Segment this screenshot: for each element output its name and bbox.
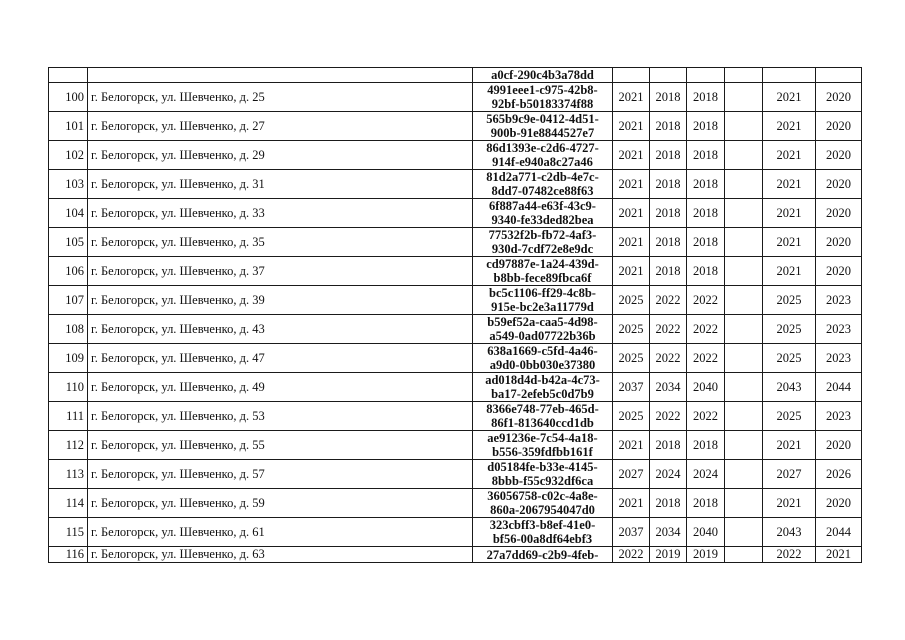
- object-id-line: b556-359fdfbb161f: [492, 445, 593, 459]
- table-row: [49, 489, 862, 518]
- year-cell: 2021: [613, 170, 650, 199]
- year-cell: 2044: [816, 373, 862, 402]
- object-id-line: 4991eee1-c975-42b8-: [487, 83, 598, 97]
- year-cell: [816, 68, 862, 83]
- address-cell: г. Белогорск, ул. Шевченко, д. 31: [88, 170, 473, 199]
- table-row: [49, 228, 862, 257]
- year-cell: 2019: [687, 547, 725, 563]
- year-cell: 2025: [613, 315, 650, 344]
- continuation-row: [49, 68, 862, 83]
- object-id-cell: [473, 518, 613, 547]
- row-number-cell: 102: [49, 141, 88, 170]
- year-cell: 2020: [816, 489, 862, 518]
- object-id-line: 860a-2067954047d0: [490, 503, 595, 517]
- year-cell: 2044: [816, 518, 862, 547]
- object-id-cell: [473, 373, 613, 402]
- empty-cell: [725, 170, 763, 199]
- object-id-cell: [473, 315, 613, 344]
- year-cell: 2021: [613, 257, 650, 286]
- year-cell: 2043: [763, 373, 816, 402]
- empty-cell: [725, 373, 763, 402]
- object-id-line: b8bb-fece89fbca6f: [493, 271, 592, 285]
- registry-table: [48, 67, 862, 563]
- year-cell: 2022: [687, 402, 725, 431]
- year-cell: 2024: [650, 460, 687, 489]
- year-cell: 2040: [687, 518, 725, 547]
- year-cell: 2021: [763, 257, 816, 286]
- object-id-line: 81d2a771-c2db-4e7c-: [486, 170, 599, 184]
- year-cell: 2021: [613, 199, 650, 228]
- object-id-cell: [473, 344, 613, 373]
- year-cell: 2021: [816, 547, 862, 563]
- year-cell: 2018: [650, 112, 687, 141]
- year-cell: 2019: [650, 547, 687, 563]
- object-id-line: 77532f2b-fb72-4af3-: [488, 228, 597, 242]
- year-cell: 2018: [650, 141, 687, 170]
- year-cell: [650, 68, 687, 83]
- year-cell: 2021: [763, 112, 816, 141]
- object-id-line: a549-0ad07722b36b: [489, 329, 596, 343]
- year-cell: 2018: [650, 489, 687, 518]
- year-cell: 2023: [816, 315, 862, 344]
- object-id-line: d05184fe-b33e-4145-: [487, 460, 598, 474]
- table-row: [49, 286, 862, 315]
- empty-cell: [725, 228, 763, 257]
- object-id-cell: [473, 257, 613, 286]
- year-cell: 2018: [650, 431, 687, 460]
- object-id-cell: [473, 489, 613, 518]
- table-row: [49, 344, 862, 373]
- address-cell: г. Белогорск, ул. Шевченко, д. 35: [88, 228, 473, 257]
- table-row: [49, 518, 862, 547]
- table-row: [49, 460, 862, 489]
- year-cell: 2018: [687, 112, 725, 141]
- object-id-line: 900b-91e8844527e7: [490, 126, 595, 140]
- year-cell: 2021: [763, 489, 816, 518]
- table-row: [49, 83, 862, 112]
- year-cell: 2020: [816, 170, 862, 199]
- year-cell: 2021: [763, 199, 816, 228]
- table-row: [49, 199, 862, 228]
- year-cell: 2018: [687, 228, 725, 257]
- object-id-cell: [473, 228, 613, 257]
- year-cell: 2018: [687, 199, 725, 228]
- year-cell: 2022: [687, 286, 725, 315]
- object-id-line: b59ef52a-caa5-4d98-: [487, 315, 598, 329]
- object-id-cell: [473, 199, 613, 228]
- address-cell: г. Белогорск, ул. Шевченко, д. 27: [88, 112, 473, 141]
- year-cell: 2020: [816, 257, 862, 286]
- year-cell: 2040: [687, 373, 725, 402]
- year-cell: 2018: [687, 83, 725, 112]
- object-id-line: cd97887e-1a24-439d-: [486, 257, 599, 271]
- object-id-cell: [473, 170, 613, 199]
- year-cell: 2020: [816, 112, 862, 141]
- year-cell: 2022: [650, 344, 687, 373]
- object-id-line: 930d-7cdf72e8e9dc: [491, 242, 594, 256]
- year-cell: 2021: [613, 431, 650, 460]
- year-cell: 2025: [613, 344, 650, 373]
- year-cell: 2022: [763, 547, 816, 563]
- object-id-line: bf56-00a8df64ebf3: [492, 532, 593, 546]
- object-id-cell: [473, 83, 613, 112]
- year-cell: 2020: [816, 141, 862, 170]
- empty-cell: [725, 460, 763, 489]
- year-cell: 2025: [763, 402, 816, 431]
- row-number-cell: 111: [49, 402, 88, 431]
- row-number-cell: 100: [49, 83, 88, 112]
- empty-cell: [725, 402, 763, 431]
- object-id-line: 8bbb-f55c932df6ca: [491, 474, 594, 488]
- year-cell: 2025: [763, 286, 816, 315]
- address-cell: г. Белогорск, ул. Шевченко, д. 25: [88, 83, 473, 112]
- empty-cell: [725, 199, 763, 228]
- year-cell: 2034: [650, 518, 687, 547]
- empty-cell: [725, 68, 763, 83]
- year-cell: 2024: [687, 460, 725, 489]
- year-cell: 2034: [650, 373, 687, 402]
- year-cell: 2022: [650, 402, 687, 431]
- object-id-line: 638a1669-c5fd-4a46-: [487, 344, 598, 358]
- empty-cell: [725, 286, 763, 315]
- empty-cell: [725, 315, 763, 344]
- empty-cell: [725, 83, 763, 112]
- address-cell: [88, 68, 473, 83]
- empty-cell: [725, 489, 763, 518]
- object-id-cell: [473, 112, 613, 141]
- row-number-cell: 113: [49, 460, 88, 489]
- object-id-line: ad018d4d-b42a-4c73-: [485, 373, 600, 387]
- year-cell: 2023: [816, 344, 862, 373]
- object-id-line: 36056758-c02c-4a8e-: [487, 489, 598, 503]
- year-cell: 2022: [687, 344, 725, 373]
- object-id-line: 9340-fe33ded82bea: [491, 213, 594, 227]
- year-cell: 2021: [763, 170, 816, 199]
- row-number-cell: 104: [49, 199, 88, 228]
- year-cell: 2018: [650, 170, 687, 199]
- table-row: [49, 373, 862, 402]
- object-id-line: 8dd7-07482ce88f63: [491, 184, 594, 198]
- year-cell: 2021: [613, 83, 650, 112]
- year-cell: 2021: [613, 141, 650, 170]
- table-row: [49, 257, 862, 286]
- empty-cell: [725, 431, 763, 460]
- year-cell: 2018: [650, 228, 687, 257]
- year-cell: 2043: [763, 518, 816, 547]
- year-cell: 2025: [613, 286, 650, 315]
- year-cell: 2020: [816, 83, 862, 112]
- year-cell: 2025: [763, 344, 816, 373]
- address-cell: г. Белогорск, ул. Шевченко, д. 55: [88, 431, 473, 460]
- row-number-cell: 114: [49, 489, 88, 518]
- row-number-cell: 101: [49, 112, 88, 141]
- year-cell: 2037: [613, 373, 650, 402]
- year-cell: [687, 68, 725, 83]
- row-number-cell: 105: [49, 228, 88, 257]
- year-cell: 2021: [613, 112, 650, 141]
- year-cell: 2018: [687, 489, 725, 518]
- object-id-cell: [473, 402, 613, 431]
- object-id-line: 8366e748-77eb-465d-: [486, 402, 599, 416]
- address-cell: г. Белогорск, ул. Шевченко, д. 53: [88, 402, 473, 431]
- year-cell: 2018: [687, 257, 725, 286]
- year-cell: 2021: [763, 83, 816, 112]
- object-id-line: 565b9c9e-0412-4d51-: [486, 112, 599, 126]
- object-id-line: ba17-2efeb5c0d7b9: [491, 387, 594, 401]
- row-number-cell: 115: [49, 518, 88, 547]
- address-cell: г. Белогорск, ул. Шевченко, д. 61: [88, 518, 473, 547]
- year-cell: 2021: [613, 228, 650, 257]
- object-id-line: 27a7dd69-c2b9-4feb-: [486, 547, 599, 562]
- year-cell: 2022: [650, 286, 687, 315]
- address-cell: г. Белогорск, ул. Шевченко, д. 63: [88, 547, 473, 563]
- object-id-line: 6f887a44-e63f-43c9-: [489, 199, 596, 213]
- table-row: [49, 315, 862, 344]
- year-cell: [763, 68, 816, 83]
- year-cell: 2021: [763, 228, 816, 257]
- row-number-cell: 112: [49, 431, 88, 460]
- address-cell: г. Белогорск, ул. Шевченко, д. 59: [88, 489, 473, 518]
- registry-table-body: [49, 68, 862, 563]
- year-cell: 2022: [613, 547, 650, 563]
- address-cell: г. Белогорск, ул. Шевченко, д. 39: [88, 286, 473, 315]
- year-cell: 2027: [613, 460, 650, 489]
- object-id-line: 86f1-813640ccd1db: [491, 416, 594, 430]
- year-cell: 2018: [687, 431, 725, 460]
- address-cell: г. Белогорск, ул. Шевченко, д. 43: [88, 315, 473, 344]
- empty-cell: [725, 257, 763, 286]
- empty-cell: [725, 344, 763, 373]
- row-number-cell: 108: [49, 315, 88, 344]
- object-id-cell: [473, 547, 613, 563]
- year-cell: 2018: [650, 83, 687, 112]
- object-id-line: 92bf-b50183374f88: [491, 97, 594, 111]
- year-cell: 2020: [816, 199, 862, 228]
- row-number-cell: 107: [49, 286, 88, 315]
- object-id-cell: [473, 460, 613, 489]
- object-id-line: bc5c1106-ff29-4c8b-: [489, 286, 596, 300]
- address-cell: г. Белогорск, ул. Шевченко, д. 29: [88, 141, 473, 170]
- object-id-cell: [473, 141, 613, 170]
- table-row: [49, 141, 862, 170]
- empty-cell: [725, 518, 763, 547]
- object-id-line: 323cbff3-b8ef-41e0-: [489, 518, 596, 532]
- year-cell: 2023: [816, 402, 862, 431]
- table-row: [49, 402, 862, 431]
- year-cell: 2022: [650, 315, 687, 344]
- empty-cell: [725, 112, 763, 141]
- row-number-cell: 116: [49, 547, 88, 563]
- object-id-line: 914f-e940a8c27a46: [492, 155, 593, 169]
- year-cell: [613, 68, 650, 83]
- object-id-cell: [473, 431, 613, 460]
- year-cell: 2018: [650, 199, 687, 228]
- row-number-cell: 106: [49, 257, 88, 286]
- address-cell: г. Белогорск, ул. Шевченко, д. 47: [88, 344, 473, 373]
- address-cell: г. Белогорск, ул. Шевченко, д. 33: [88, 199, 473, 228]
- address-cell: г. Белогорск, ул. Шевченко, д. 49: [88, 373, 473, 402]
- year-cell: 2018: [687, 141, 725, 170]
- row-number-cell: 103: [49, 170, 88, 199]
- table-row: [49, 431, 862, 460]
- table-row: [49, 112, 862, 141]
- address-cell: г. Белогорск, ул. Шевченко, д. 37: [88, 257, 473, 286]
- year-cell: 2037: [613, 518, 650, 547]
- year-cell: 2025: [763, 315, 816, 344]
- year-cell: 2025: [613, 402, 650, 431]
- year-cell: 2020: [816, 228, 862, 257]
- table-row: [49, 547, 862, 563]
- object-id-cell: a0cf-290c4b3a78dd: [473, 68, 613, 83]
- year-cell: 2027: [763, 460, 816, 489]
- empty-cell: [725, 141, 763, 170]
- empty-cell: [725, 547, 763, 563]
- table-row: [49, 170, 862, 199]
- year-cell: 2018: [650, 257, 687, 286]
- object-id-cell: [473, 286, 613, 315]
- object-id-line: 915e-bc2e3a11779d: [491, 300, 594, 314]
- row-number-cell: 109: [49, 344, 88, 373]
- year-cell: 2018: [687, 170, 725, 199]
- address-cell: г. Белогорск, ул. Шевченко, д. 57: [88, 460, 473, 489]
- row-number-cell: [49, 68, 88, 83]
- object-id-line: 86d1393e-c2d6-4727-: [486, 141, 599, 155]
- year-cell: 2023: [816, 286, 862, 315]
- year-cell: 2020: [816, 431, 862, 460]
- year-cell: 2026: [816, 460, 862, 489]
- year-cell: 2021: [613, 489, 650, 518]
- year-cell: 2022: [687, 315, 725, 344]
- object-id-line: ae91236e-7c54-4a18-: [487, 431, 598, 445]
- year-cell: 2021: [763, 141, 816, 170]
- year-cell: 2021: [763, 431, 816, 460]
- object-id-line: a9d0-0bb030e37380: [489, 358, 596, 372]
- row-number-cell: 110: [49, 373, 88, 402]
